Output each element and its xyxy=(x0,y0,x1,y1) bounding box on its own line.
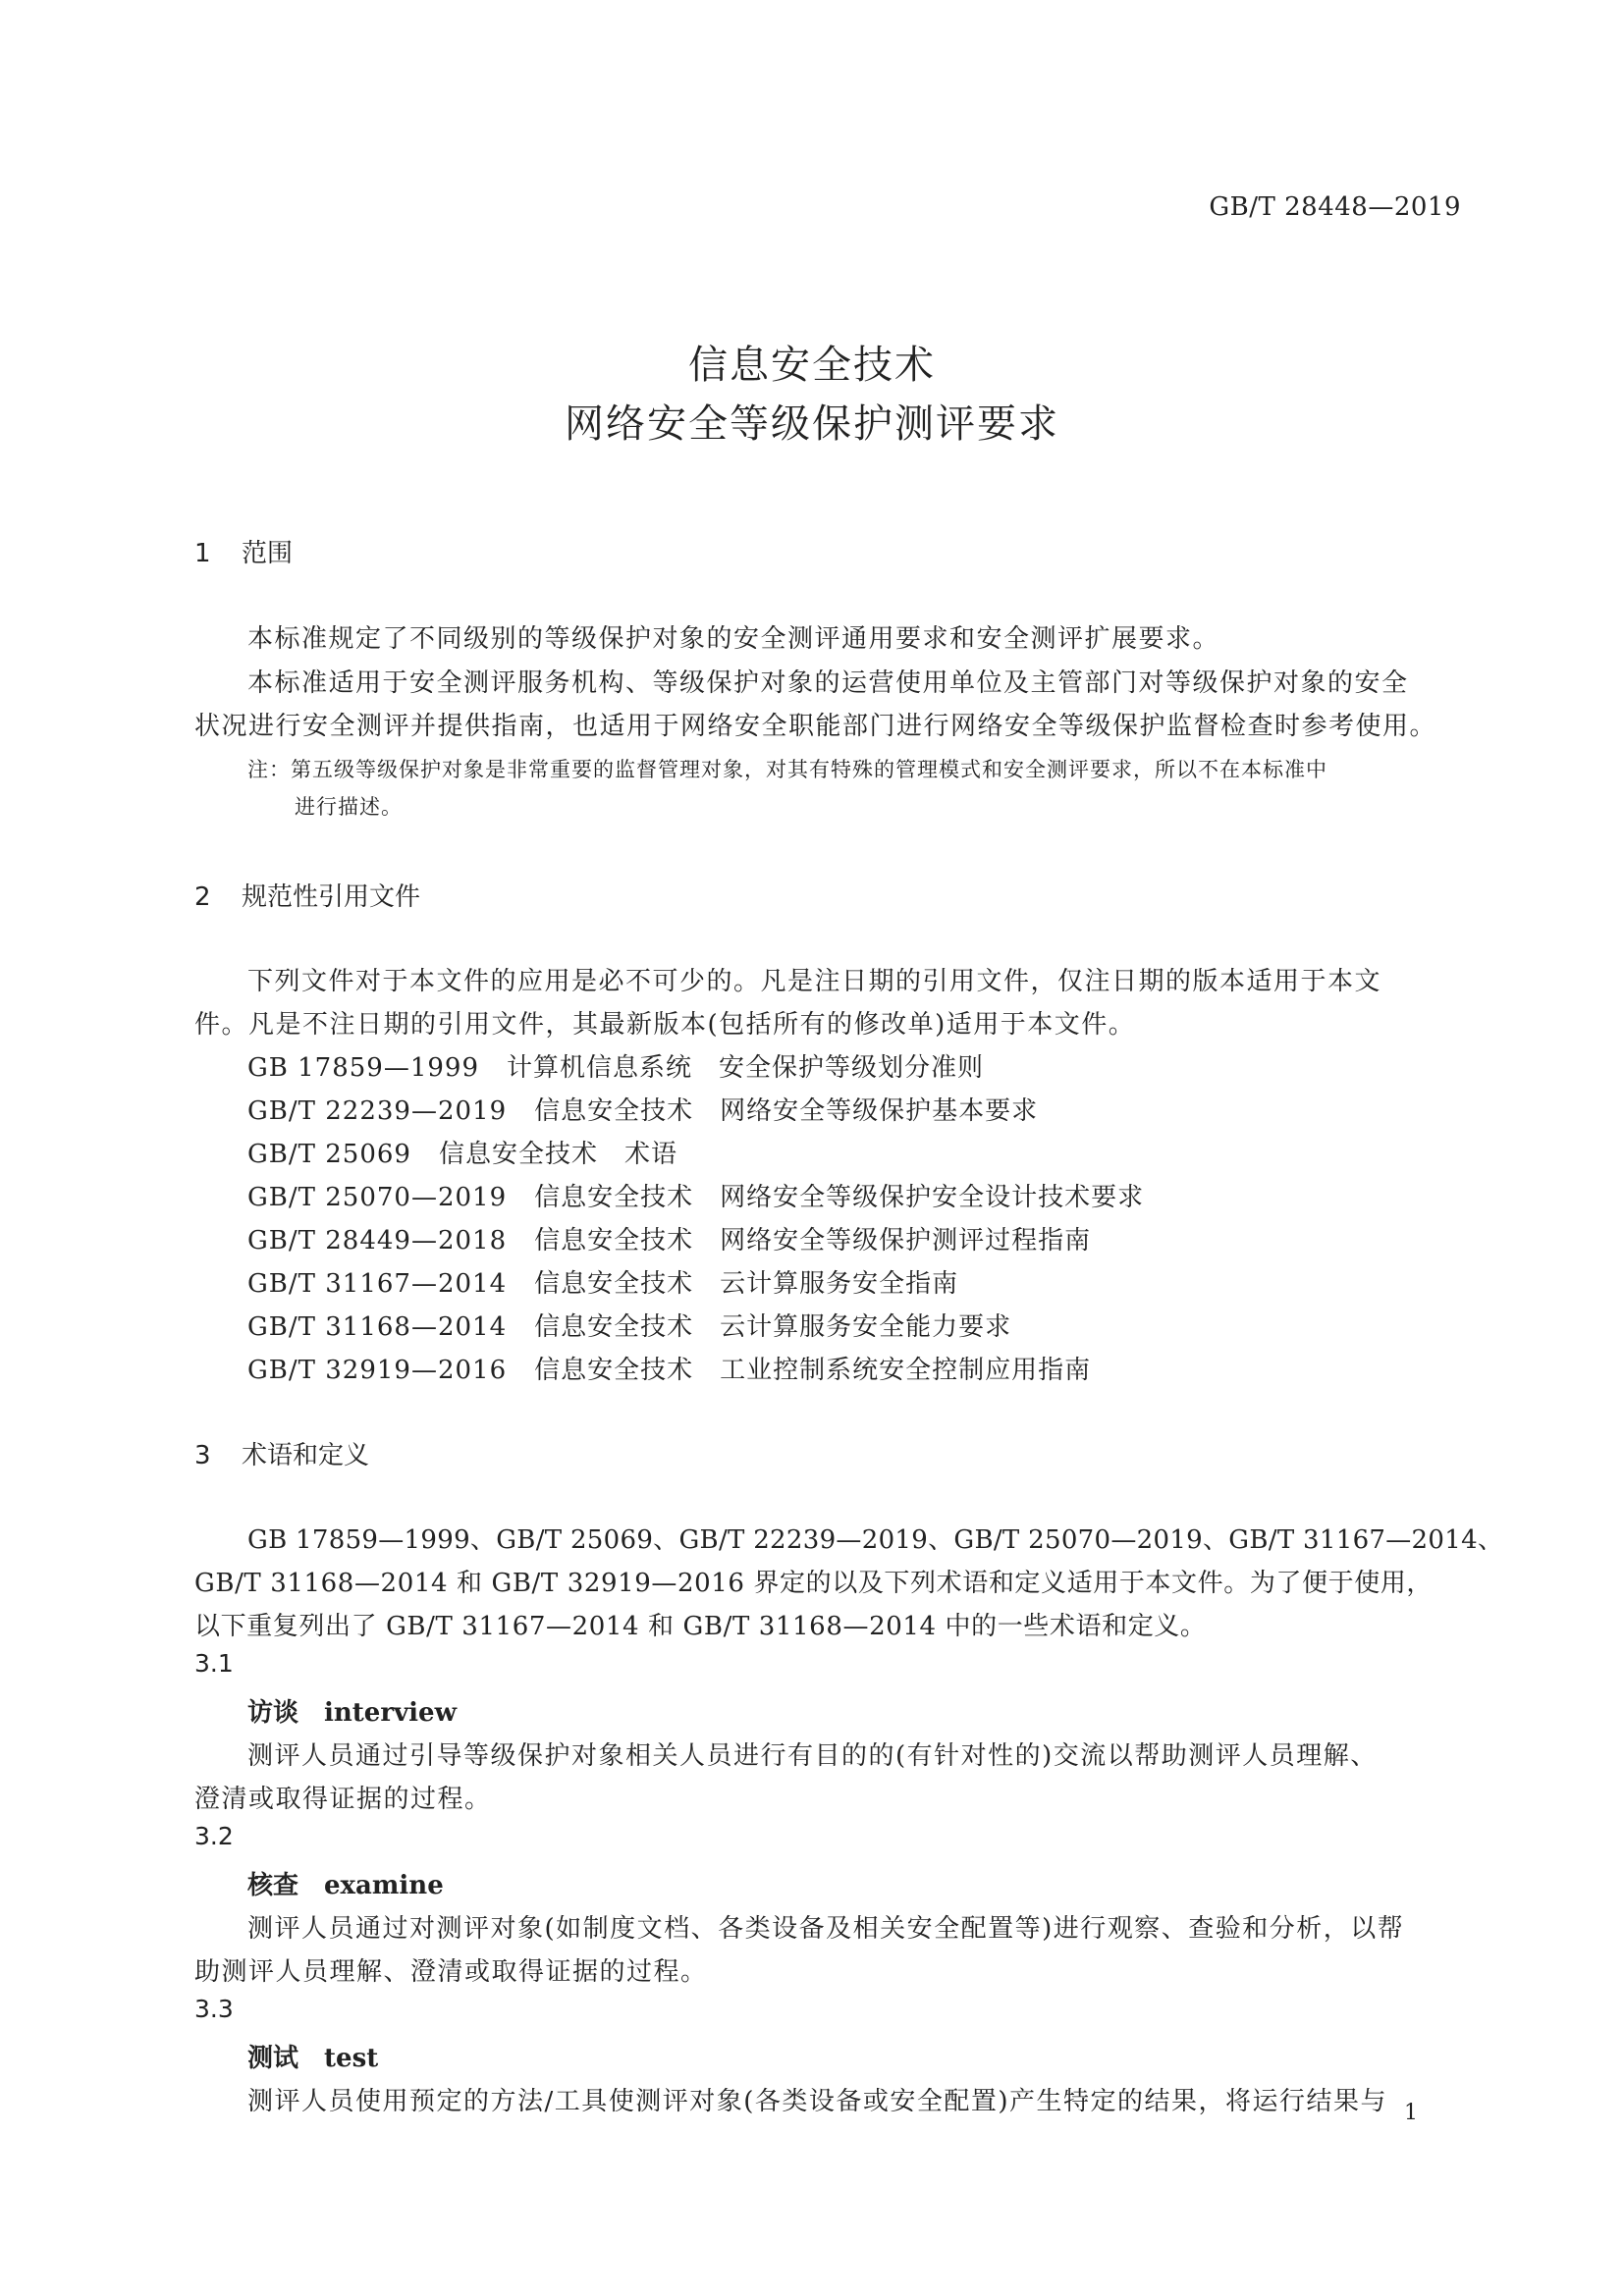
term-en: interview xyxy=(324,1698,457,1728)
reference-item xyxy=(247,1091,1038,1127)
term-zh: 测试 xyxy=(247,2044,299,2073)
reference-item xyxy=(247,1307,1011,1343)
paragraph: GB 17859—1999、GB/T 25069、GB/T 22239—2019、GB/T 25070—2019、GB/T 31167—2014、 xyxy=(247,1525,1504,1555)
term-definition: 测评人员使用预定的方法/工具使测评对象(各类设备或安全配置)产生特定的结果，将运行结果与 xyxy=(247,2087,1388,2116)
reference-item xyxy=(247,1177,1144,1213)
reference-title: 信息安全技术 网络安全等级保护测评过程指南 xyxy=(534,1226,1092,1255)
reference-item xyxy=(247,1134,677,1170)
reference-title: 信息安全技术 网络安全等级保护基本要求 xyxy=(534,1096,1039,1126)
note: 注：第五级等级保护对象是非常重要的监督管理对象，对其有特殊的管理模式和安全测评要求，所以不在本标准中 xyxy=(247,758,1327,781)
document-title-line1: 信息安全技术 xyxy=(688,343,936,388)
standard-code: GB/T 28448—2019 xyxy=(1209,192,1461,222)
paragraph: 本标准适用于安全测评服务机构、等级保护对象的运营使用单位及主管部门对等级保护对象的安全 xyxy=(247,668,1409,698)
note: 进行描述。 xyxy=(295,795,403,819)
paragraph: GB/T 31168—2014 和 GB/T 32919—2016 界定的以及下列术语和定义适用于本文件。为了便于使用， xyxy=(194,1569,1434,1598)
reference-title: 计算机信息系统 安全保护等级划分准则 xyxy=(507,1053,985,1083)
section-title: 范围 xyxy=(242,539,294,568)
term-number: 3.2 xyxy=(194,1822,234,1850)
reference-title: 信息安全技术 云计算服务安全指南 xyxy=(534,1269,959,1299)
term-definition: 澄清或取得证据的过程。 xyxy=(194,1785,492,1814)
reference-code: GB/T 32919—2016 xyxy=(247,1356,508,1385)
section-title: 术语和定义 xyxy=(242,1441,370,1470)
reference-code: GB/T 22239—2019 xyxy=(247,1096,508,1126)
term-zh: 访谈 xyxy=(247,1698,299,1728)
term-en: examine xyxy=(324,1871,444,1900)
reference-code: GB/T 25070—2019 xyxy=(247,1183,508,1212)
term-definition: 测评人员通过引导等级保护对象相关人员进行有目的的(有针对性的)交流以帮助测评人员理解、 xyxy=(247,1741,1378,1771)
reference-title: 信息安全技术 网络安全等级保护安全设计技术要求 xyxy=(534,1183,1145,1212)
reference-code: GB/T 31167—2014 xyxy=(247,1269,508,1299)
term-definition: 测评人员通过对测评对象(如制度文档、各类设备及相关安全配置等)进行观察、查验和分析，以帮 xyxy=(247,1914,1405,1944)
term-number: 3.3 xyxy=(194,1995,234,2023)
reference-title: 信息安全技术 工业控制系统安全控制应用指南 xyxy=(534,1356,1092,1385)
page-number: 1 xyxy=(1404,2101,1418,2125)
term-en: test xyxy=(324,2044,379,2073)
reference-code: GB/T 25069 xyxy=(247,1140,411,1169)
paragraph: 状况进行安全测评并提供指南，也适用于网络安全职能部门进行网络安全等级保护监督检查时参考使用。 xyxy=(194,712,1437,741)
reference-code: GB 17859—1999 xyxy=(247,1053,480,1083)
paragraph: 下列文件对于本文件的应用是必不可少的。凡是注日期的引用文件，仅注日期的版本适用于本文 xyxy=(247,967,1382,996)
term-entry xyxy=(247,1865,444,1901)
section-number: 2 xyxy=(194,882,211,912)
reference-item xyxy=(247,1350,1091,1386)
section-heading-normative-references xyxy=(194,877,420,913)
reference-title: 信息安全技术 云计算服务安全能力要求 xyxy=(534,1312,1012,1342)
reference-item xyxy=(247,1220,1091,1256)
section-heading-terms-and-definitions xyxy=(194,1435,369,1471)
reference-code: GB/T 28449—2018 xyxy=(247,1226,508,1255)
term-number: 3.1 xyxy=(194,1649,234,1678)
reference-code: GB/T 31168—2014 xyxy=(247,1312,508,1342)
section-heading-scope xyxy=(194,533,293,569)
document-title-line2: 网络安全等级保护测评要求 xyxy=(565,401,1059,447)
term-zh: 核查 xyxy=(247,1871,299,1900)
paragraph: 本标准规定了不同级别的等级保护对象的安全测评通用要求和安全测评扩展要求。 xyxy=(247,624,1220,654)
reference-item xyxy=(247,1263,958,1300)
reference-title: 信息安全技术 术语 xyxy=(438,1140,677,1169)
section-number: 1 xyxy=(194,539,211,568)
paragraph: 件。凡是不注日期的引用文件，其最新版本(包括所有的修改单)适用于本文件。 xyxy=(194,1010,1136,1040)
term-entry xyxy=(247,2038,378,2074)
reference-item xyxy=(247,1047,984,1084)
term-entry xyxy=(247,1692,457,1729)
section-number: 3 xyxy=(194,1441,211,1470)
paragraph: 以下重复列出了 GB/T 31167—2014 和 GB/T 31168—2014 中的一些术语和定义。 xyxy=(194,1612,1207,1641)
term-definition: 助测评人员理解、澄清或取得证据的过程。 xyxy=(194,1957,708,1987)
section-title: 规范性引用文件 xyxy=(242,882,421,912)
